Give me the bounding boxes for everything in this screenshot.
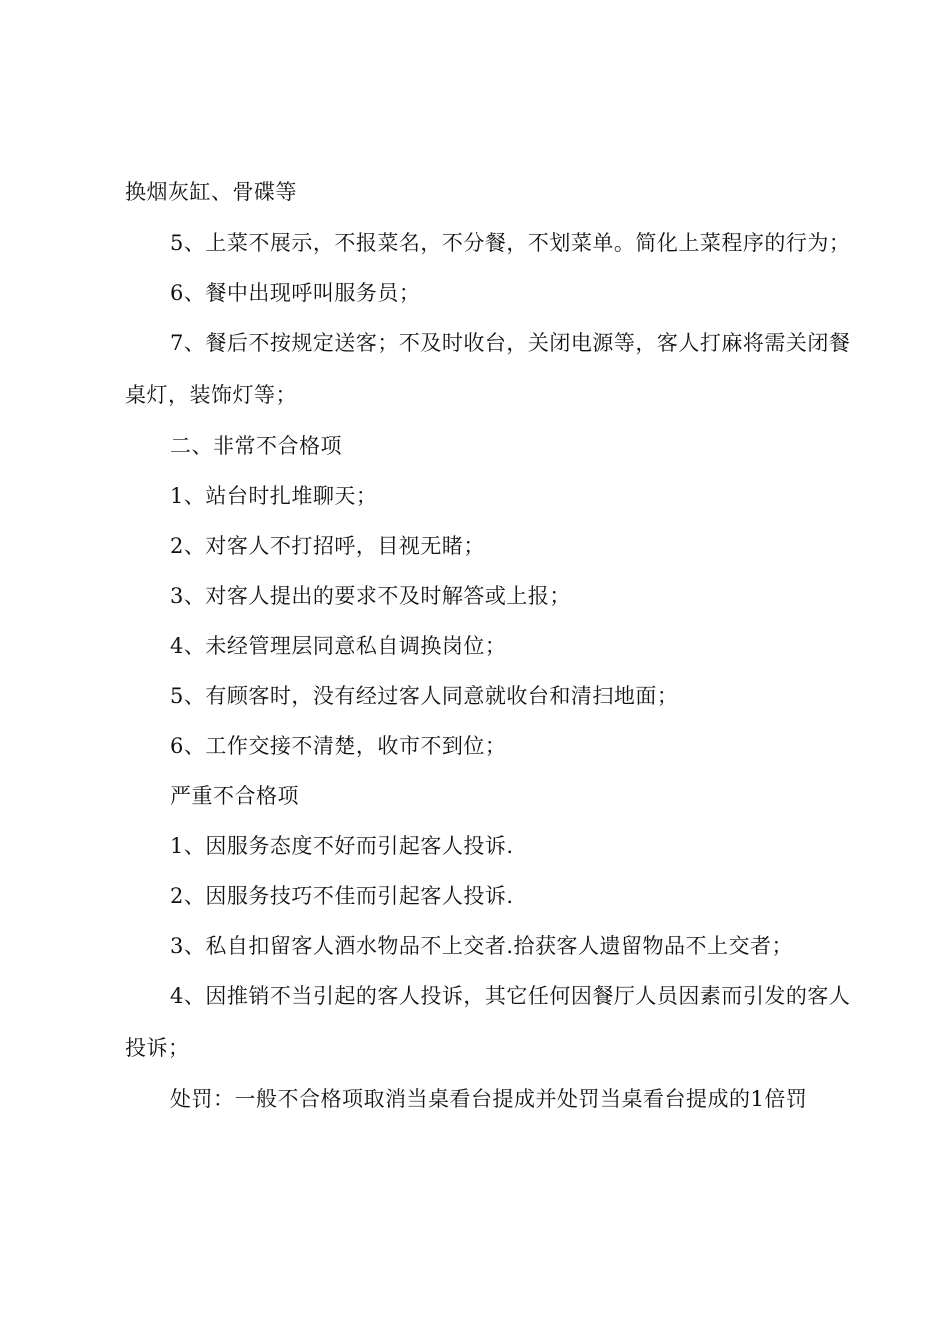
- text-line-section3-item-4-continuation: 投诉；: [125, 1036, 190, 1060]
- text-line-section3-item-1: 1、因服务态度不好而引起客人投诉.: [170, 834, 514, 858]
- text-line-section3-item-4: 4、因推销不当引起的客人投诉，其它任何因餐厅人员因素而引发的客人: [170, 984, 851, 1008]
- text-line-section2-item-5: 5、有顾客时，没有经过客人同意就收台和清扫地面；: [170, 684, 679, 708]
- section-heading-very-unqualified: 二、非常不合格项: [170, 434, 342, 458]
- text-line-item-7: 7、餐后不按规定送客；不及时收台，关闭电源等，客人打麻将需关闭餐: [170, 331, 851, 355]
- text-line-section2-item-2: 2、对客人不打招呼，目视无睹；: [170, 534, 485, 558]
- text-line-section2-item-3: 3、对客人提出的要求不及时解答或上报；: [170, 584, 571, 608]
- text-line-penalty: 处罚：一般不合格项取消当桌看台提成并处罚当桌看台提成的1倍罚: [170, 1087, 808, 1111]
- text-line-section2-item-6: 6、工作交接不清楚，收市不到位；: [170, 734, 507, 758]
- text-line-section3-item-3: 3、私自扣留客人酒水物品不上交者.拾获客人遗留物品不上交者；: [170, 934, 794, 958]
- text-line-item-7-continuation: 桌灯，装饰灯等；: [125, 383, 297, 407]
- section-heading-serious-unqualified: 严重不合格项: [170, 784, 299, 808]
- text-line-section2-item-4: 4、未经管理层同意私自调换岗位；: [170, 634, 507, 658]
- text-line-continuation: 换烟灰缸、骨碟等: [125, 180, 297, 204]
- text-line-section2-item-1: 1、站台时扎堆聊天；: [170, 484, 378, 508]
- text-line-item-6: 6、餐中出现呼叫服务员；: [170, 281, 421, 305]
- text-line-item-5: 5、上菜不展示，不报菜名，不分餐，不划菜单。简化上菜程序的行为；: [170, 231, 851, 255]
- text-line-section3-item-2: 2、因服务技巧不佳而引起客人投诉.: [170, 884, 514, 908]
